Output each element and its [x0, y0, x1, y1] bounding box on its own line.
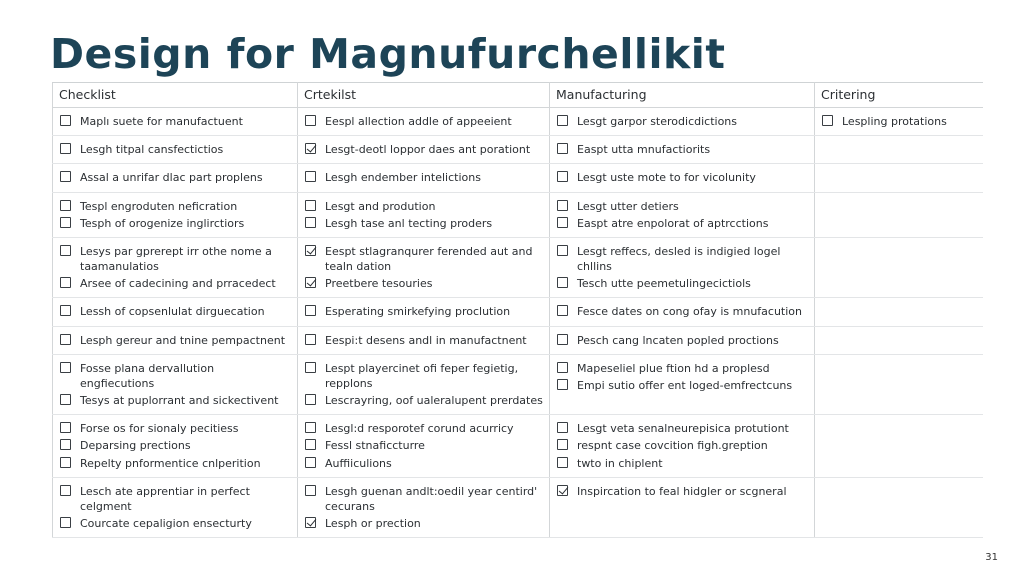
checkbox[interactable]: [822, 115, 833, 126]
checklist-item-label: Lescrayring, oof ualeralupent prerdates: [325, 394, 543, 408]
checklist-item: [305, 304, 543, 319]
table-cell: [53, 108, 298, 136]
checklist-item-label: Lesgh titpal cansfectictios: [80, 143, 224, 157]
checkbox[interactable]: [305, 439, 316, 450]
table-row: [53, 192, 983, 237]
table-cell: [815, 415, 983, 478]
table-cell: [298, 477, 550, 538]
page-title: Design for Magnufurchellikit: [50, 30, 726, 78]
table-row: [53, 415, 983, 478]
checklist-item: [305, 516, 543, 531]
checklist-item-label: Repelty pnformentice cnlperition: [80, 456, 261, 470]
checklist-item: [60, 421, 291, 436]
checked-checkbox[interactable]: [305, 277, 316, 288]
page-number: 31: [985, 552, 998, 563]
checklist-item: [557, 216, 808, 231]
table-cell: [53, 164, 298, 192]
checkbox[interactable]: [60, 334, 71, 345]
checkbox[interactable]: [557, 334, 568, 345]
checklist-item: [305, 216, 543, 231]
checkbox[interactable]: [557, 200, 568, 211]
table-cell: [550, 298, 815, 326]
table-row: [53, 354, 983, 415]
checklist-item-label: Fosse plana dervallution engfiecutions: [80, 361, 215, 390]
checklist-item: [305, 114, 543, 129]
table-body: [53, 108, 983, 538]
checklist-item: [60, 333, 291, 348]
checkbox[interactable]: [60, 362, 71, 373]
checklist-item-label: Lesgh tase anl tecting proders: [325, 216, 493, 230]
table-cell: [550, 108, 815, 136]
checklist-item: [305, 333, 543, 348]
checklist-item: [305, 484, 543, 514]
table-row: [53, 298, 983, 326]
table-row: [53, 326, 983, 354]
checklist-item-label: Easpt utta mnufactiorits: [577, 143, 711, 157]
checklist-item: [557, 456, 808, 471]
checklist-item-label: Tespl engroduten neficration: [80, 199, 238, 213]
checklist-item-label: Lesgh guenan andlt:oedil year centird' cecurans: [325, 484, 538, 513]
table-cell: [550, 415, 815, 478]
checkbox[interactable]: [305, 305, 316, 316]
checkbox[interactable]: [60, 217, 71, 228]
checkbox[interactable]: [305, 217, 316, 228]
table-cell: [550, 354, 815, 415]
checklist-item-label: Maplı suete for manufactuent: [80, 115, 243, 128]
checklist-table: [52, 82, 983, 538]
checklist-item-label: Mapeseliel plue ftion hd a proplesd: [577, 361, 770, 375]
table-cell: [815, 477, 983, 538]
table-cell: [53, 237, 298, 298]
checklist-item: [557, 484, 808, 499]
checklist-item: [557, 378, 808, 393]
checkbox[interactable]: [557, 171, 568, 182]
table-cell: [298, 164, 550, 192]
checklist-item-label: Tesch utte peemetulingecictiols: [577, 277, 751, 291]
table-cell: [815, 354, 983, 415]
table-cell: [298, 192, 550, 237]
table-cell: [298, 326, 550, 354]
checklist-item: [60, 438, 291, 453]
checkbox[interactable]: [60, 422, 71, 433]
checkbox[interactable]: [60, 277, 71, 288]
checklist-item-label: Deparsing prections: [80, 439, 191, 453]
checklist-item: [60, 393, 291, 408]
checklist-item: [60, 170, 291, 185]
header-row: [53, 83, 983, 108]
checklist-item: [305, 393, 543, 408]
checkbox[interactable]: [557, 115, 568, 126]
checkbox[interactable]: [305, 334, 316, 345]
checkbox[interactable]: [60, 245, 71, 256]
checkbox[interactable]: [557, 439, 568, 450]
checklist-item-label: Fessl stnaficcturre: [325, 439, 425, 453]
checkbox[interactable]: [305, 485, 316, 496]
checklist-item: [60, 276, 291, 291]
checklist-item-label: Lespling protations: [842, 115, 947, 128]
table-row: [53, 237, 983, 298]
table-cell: [815, 108, 983, 136]
checklist-item-label: Assal a unrifar dlac part proplens: [80, 171, 263, 185]
table-cell: [298, 415, 550, 478]
checklist-item-label: respnt case covcition figh.greption: [577, 439, 768, 453]
table-cell: [815, 326, 983, 354]
checklist-item-label: Tesph of orogenize inglirctiors: [80, 216, 245, 230]
checklist-item: [60, 456, 291, 471]
checkbox[interactable]: [305, 200, 316, 211]
checklist-item-label: Courcate cepaligion ensecturty: [80, 517, 252, 531]
checklist-item-label: Lesgt-deotl loppor daes ant porationt: [325, 143, 531, 157]
checkbox[interactable]: [60, 394, 71, 405]
checklist-item: [305, 361, 543, 391]
checklist-item-label: Lesgt garpor sterodicdictions: [577, 115, 737, 128]
checklist-item-label: Empi sutio offer ent loged-emfrectcuns: [577, 378, 793, 392]
table-row: [53, 477, 983, 538]
table-cell: [550, 192, 815, 237]
checklist-item: [557, 142, 808, 157]
checkbox[interactable]: [60, 439, 71, 450]
checklist-item: [557, 333, 808, 348]
table-cell: [298, 298, 550, 326]
checklist-item: [305, 456, 543, 471]
checklist-item-label: Fesce dates on cong ofay is mnufacution: [577, 305, 802, 319]
table-cell: [550, 164, 815, 192]
checklist-item-label: Arsee of cadecining and prracedect: [80, 277, 276, 291]
checklist-item-label: Eespl allection addle of appeeient: [325, 115, 512, 128]
checklist-item-label: Lessh of copsenlulat dirguecation: [80, 305, 265, 319]
checklist-item-label: Lesgt veta senalneurepisica protutiont: [577, 422, 789, 436]
checkbox[interactable]: [557, 457, 568, 468]
checklist-item-label: Lesgt utter detiers: [577, 199, 679, 213]
checklist-item-label: Lesgt reffecs, desled is indigied logel chllins: [577, 244, 781, 274]
table-cell: [53, 298, 298, 326]
checklist-item-label: Lesph gereur and tnine pempactnent: [80, 333, 286, 347]
checklist-item: [60, 142, 291, 157]
checklist-item-label: Auffiiculions: [325, 456, 392, 470]
checkbox[interactable]: [557, 305, 568, 316]
checklist-item-label: Lesph or prection: [325, 517, 421, 531]
checklist-item: [60, 516, 291, 531]
checklist-item-label: Preetbere tesouries: [325, 277, 433, 291]
checklist-item: [60, 244, 291, 274]
checkbox[interactable]: [60, 143, 71, 154]
table-cell: [550, 326, 815, 354]
column-header-crtekilst: Crtekilst: [298, 83, 550, 108]
checkbox[interactable]: [60, 457, 71, 468]
checklist-item-label: twto in chiplent: [577, 456, 663, 470]
checked-checkbox[interactable]: [557, 485, 568, 496]
checklist-item: [557, 304, 808, 319]
table-cell: [53, 136, 298, 164]
table-cell: [550, 477, 815, 538]
table-cell: [815, 237, 983, 298]
table-cell: [815, 164, 983, 192]
table-cell: [815, 136, 983, 164]
table-cell: [815, 298, 983, 326]
checklist-item-label: Lespt playercinet ofi feper fegietig, repplons: [325, 361, 519, 390]
table-cell: [53, 326, 298, 354]
table-row: [53, 136, 983, 164]
checklist-item: [305, 438, 543, 453]
table-cell: [53, 477, 298, 538]
checklist-item: [305, 199, 543, 214]
column-header-manufacturing: Manufacturing: [550, 83, 815, 108]
checklist-item-label: Forse os for sionaly pecitiess: [80, 422, 239, 436]
checkbox[interactable]: [60, 485, 71, 496]
checkbox[interactable]: [305, 362, 316, 373]
table-cell: [53, 192, 298, 237]
checklist-item: [305, 244, 543, 274]
checklist-item-label: Inspircation to feal hidgler or scgneral: [577, 484, 787, 498]
checkbox[interactable]: [557, 379, 568, 390]
checklist-item-label: Lesgt uste mote to for vicolunity: [577, 171, 756, 185]
checklist-item: [305, 276, 543, 291]
checklist-item-label: Lesch ate apprentiar in perfect celgment: [80, 484, 250, 513]
table-cell: [298, 354, 550, 415]
checkbox[interactable]: [60, 305, 71, 316]
checklist-item-label: Eespi:t desens andl in manufactnent: [325, 333, 527, 347]
checklist-item: [557, 244, 808, 274]
checklist-item: [60, 484, 291, 514]
checkbox[interactable]: [60, 171, 71, 182]
checklist-item-label: Lesys par gprerept irr othe nome a taamanulatios: [80, 244, 272, 274]
checkbox[interactable]: [557, 277, 568, 288]
table-row: [53, 164, 983, 192]
checklist-item: [60, 199, 291, 214]
checked-checkbox[interactable]: [305, 143, 316, 154]
table-cell: [815, 192, 983, 237]
table-row: [53, 108, 983, 136]
table-cell: [53, 354, 298, 415]
checkbox[interactable]: [60, 200, 71, 211]
checklist-item-label: Lesgt and prodution: [325, 199, 436, 213]
checklist-item: [557, 361, 808, 376]
checklist-item-label: Tesys at puplorrant and sickectivent: [80, 394, 279, 408]
checkbox[interactable]: [305, 115, 316, 126]
checkbox[interactable]: [305, 457, 316, 468]
checklist-item-label: Eespt stlagranqurer ferended aut and tealn dation: [325, 244, 533, 274]
checklist-item: [305, 421, 543, 436]
checklist-item: [60, 216, 291, 231]
checkbox[interactable]: [305, 394, 316, 405]
column-header-checklist: Checklist: [53, 83, 298, 108]
checkbox[interactable]: [557, 362, 568, 373]
checkbox[interactable]: [557, 245, 568, 256]
checklist-item-label: Lesgh endember intelictions: [325, 171, 481, 185]
checked-checkbox[interactable]: [305, 245, 316, 256]
checkbox[interactable]: [60, 115, 71, 126]
checklist-item-label: Lesgl:d resporotef corund acurricy: [325, 422, 514, 436]
table-cell: [298, 136, 550, 164]
checkbox[interactable]: [305, 171, 316, 182]
table-cell: [53, 415, 298, 478]
checklist-item: [557, 438, 808, 453]
checklist-item-label: Pesch cang lncaten popled proctions: [577, 333, 779, 347]
checklist-item: [305, 170, 543, 185]
checklist-item-label: Esperating smirkefying proclution: [325, 305, 511, 319]
checklist-item: [60, 361, 291, 391]
checklist-item: [305, 142, 543, 157]
checklist-item: [557, 170, 808, 185]
table-cell: [550, 136, 815, 164]
checkbox[interactable]: [557, 143, 568, 154]
checklist-item: [557, 114, 808, 129]
checklist-item: [822, 114, 977, 129]
checklist-item: [557, 276, 808, 291]
checkbox[interactable]: [60, 517, 71, 528]
checklist-item: [557, 421, 808, 436]
checklist-item: [557, 199, 808, 214]
checkbox[interactable]: [557, 422, 568, 433]
checkbox[interactable]: [305, 422, 316, 433]
column-header-critering: Critering: [815, 83, 983, 108]
table-cell: [298, 237, 550, 298]
checklist-item: [60, 304, 291, 319]
table-cell: [550, 237, 815, 298]
table-cell: [298, 108, 550, 136]
checked-checkbox[interactable]: [305, 517, 316, 528]
checklist-item-label: Easpt atre enpolorat of aptrcctions: [577, 216, 769, 230]
checkbox[interactable]: [557, 217, 568, 228]
checklist-item: [60, 114, 291, 129]
